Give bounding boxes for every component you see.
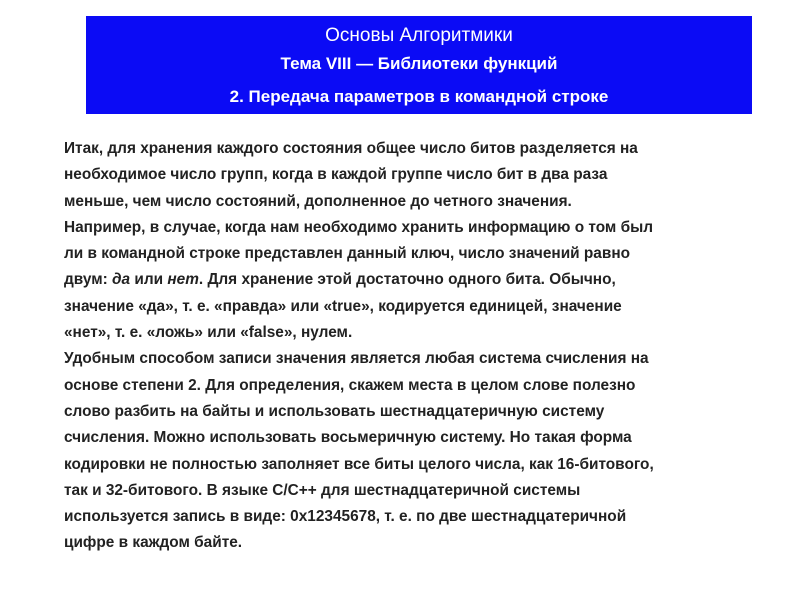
- body-line: цифре в каждом байте.: [64, 534, 243, 552]
- body-line: значение «да», т. е. «правда» или «true», кодируется единицей, значение: [64, 297, 622, 315]
- emphasis-net: нет: [167, 271, 199, 289]
- body-line: Например, в случае, когда нам необходимо хранить информацию о том был: [64, 218, 654, 236]
- body-line-part: . Для хранение этой достаточно одного бита. Обычно,: [198, 271, 616, 289]
- body-line: используется запись в виде: 0x12345678, т. е. по две шестнадцатеричной: [64, 508, 627, 526]
- body-line: Удобным способом записи значения является любая система счисления на: [64, 350, 649, 368]
- slide-body-text: [64, 136, 774, 557]
- body-line: меньше, чем число состояний, дополненное до четного значения.: [64, 192, 572, 210]
- body-line: кодировки не полностью заполняет все биты целого числа, как 16-битового,: [64, 455, 654, 473]
- slide-section-title: 2. Передача параметров в командной строке: [229, 87, 609, 106]
- slide-topic: Тема VIII — Библиотеки функций: [280, 54, 558, 73]
- body-line: необходимое число групп, когда в каждой группе число бит в два раза: [64, 166, 608, 184]
- body-line-part: двум:: [64, 271, 112, 289]
- body-line: счисления. Можно использовать восьмеричную систему. Но такая форма: [64, 429, 632, 447]
- body-line: Итак, для хранения каждого состояния общее число битов разделяется на: [64, 140, 638, 157]
- slide-header: [86, 16, 752, 114]
- body-line: основе степени 2. Для определения, скажем места в целом слове полезно: [64, 376, 636, 394]
- body-line-with-emphasis: [64, 267, 774, 293]
- body-line: ли в командной строке представлен данный ключ, число значений равно: [64, 245, 631, 263]
- body-line: так и 32-битового. В языке С/С++ для шестнадцатеричной системы: [64, 481, 581, 499]
- body-line: «нет», т. е. «ложь» или «false», нулем.: [64, 324, 353, 342]
- slide-title: Основы Алгоритмики: [325, 25, 513, 46]
- body-line-part: или: [130, 271, 168, 289]
- body-line: слово разбить на байты и использовать шестнадцатеричную систему: [64, 402, 605, 420]
- emphasis-da: да: [112, 271, 131, 289]
